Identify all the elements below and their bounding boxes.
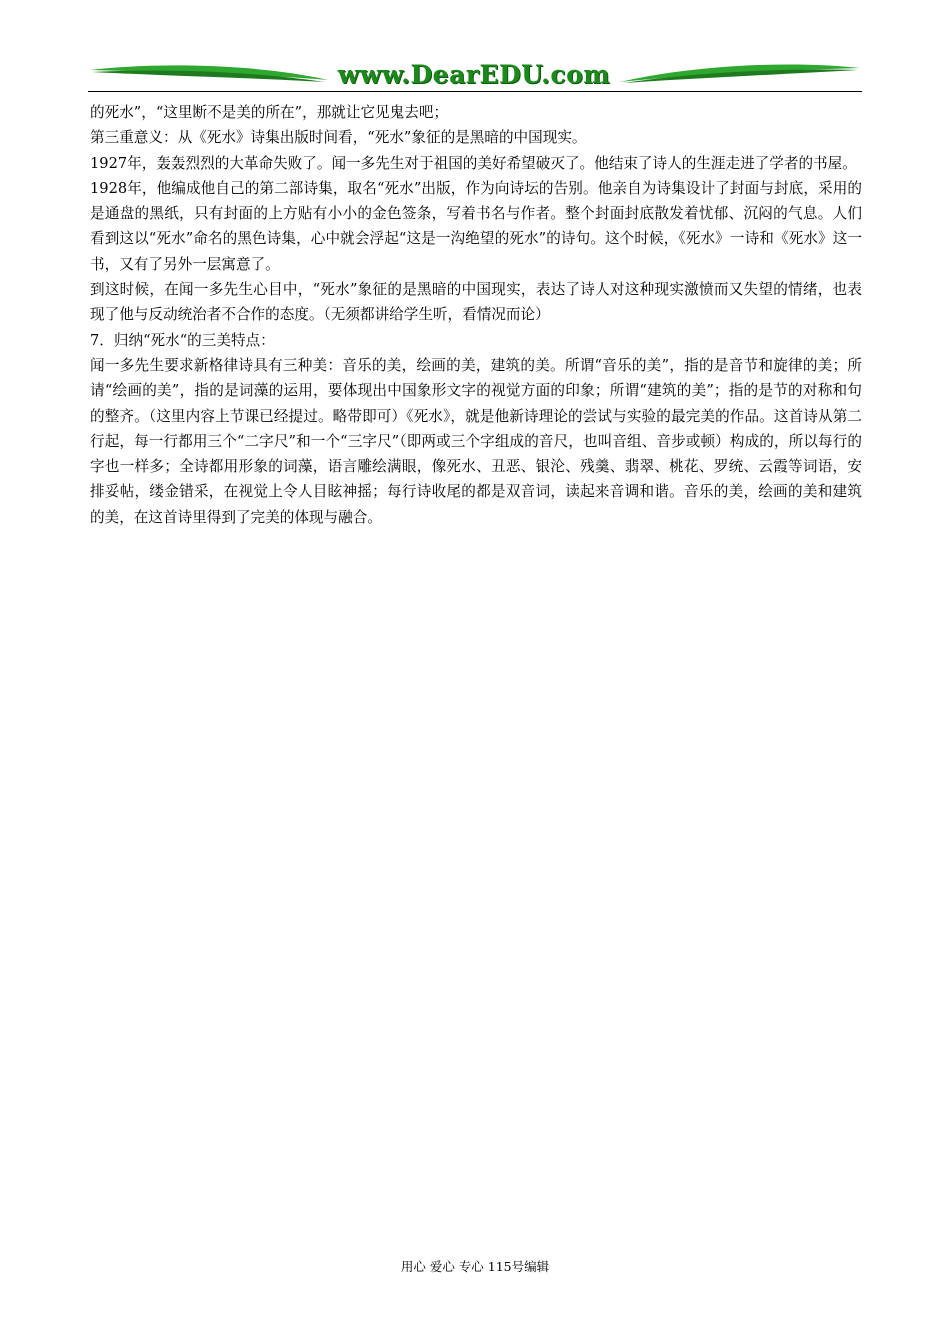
- page-footer: 用心 爱心 专心 115号编辑: [400, 1259, 550, 1274]
- document-body: [90, 100, 862, 530]
- paragraph: 1928年，他编成他自己的第二部诗集，取名“死水”出版，作为向诗坛的告别。他亲自为诗集设计了封面与封底，采用的是通盘的黑纸，只有封面的上方贴有小小的金色签条，写着书名与作者。整个封面封底散发着忧郁、沉闷的气息。人们看到这以“死水”命名的黑色诗集，心中就会浮起“这是一沟绝望的死水”的诗句。这个时候，《死水》一诗和《死水》这一书，又有了另外一层寓意了。: [90, 179, 862, 273]
- paragraph: 的死水”，“这里断不是美的所在”，那就让它见鬼去吧；: [90, 104, 449, 121]
- page-header: [88, 58, 862, 94]
- site-logo: www.DearEDU.com: [337, 60, 611, 89]
- paragraph: 1927年，轰轰烈烈的大革命失败了。闻一多先生对于祖国的美好希望破灭了。他结束了诗人的生涯走进了学者的书屋。: [90, 154, 857, 172]
- paragraph: 闻一多先生要求新格律诗具有三种美：音乐的美，绘画的美，建筑的美。所谓“音乐的美”，指的是音节和旋律的美；所请“绘画的美”，指的是词藻的运用，要体现出中国象形文字的视觉方面的印象；所谓“建筑的美”；指的是节的对称和句的整齐。（这里内容上节课已经提过。略带即可）《死水》，就是他新诗理论的尝试与实验的最完美的作品。这首诗从第二行起，每一行都用三个“二字尺”和一个“三字尺”（即两或三个字组成的音尺，也叫音组、音步或顿）构成的，所以每行的字也一样多；全诗都用形象的词藻，语言雕绘满眼，像死水、丑恶、银沦、残羹、翡翠、桃花、罗统、云霞等词语，安排妥帖，缕金错采，在视觉上令人目眩神摇；每行诗收尾的都是双音词，读起来音调和谐。音乐的美，绘画的美和建筑的美，在这首诗里得到了完美的体现与融合。: [90, 356, 862, 526]
- header-divider: [88, 91, 862, 92]
- paragraph: 到这时候，在闻一多先生心目中，“死水”象征的是黑暗的中国现实，表达了诗人对这种现实激愤而又失望的情绪，也表现了他与反动统治者不合作的态度。（无须都讲给学生听，看情况而论）: [90, 281, 862, 324]
- section-heading: 7．归纳“死水“的三美特点：: [90, 331, 275, 349]
- paragraph: 第三重意义：从《死水》诗集出版时间看，“死水”象征的是黑暗的中国现实。: [90, 129, 587, 147]
